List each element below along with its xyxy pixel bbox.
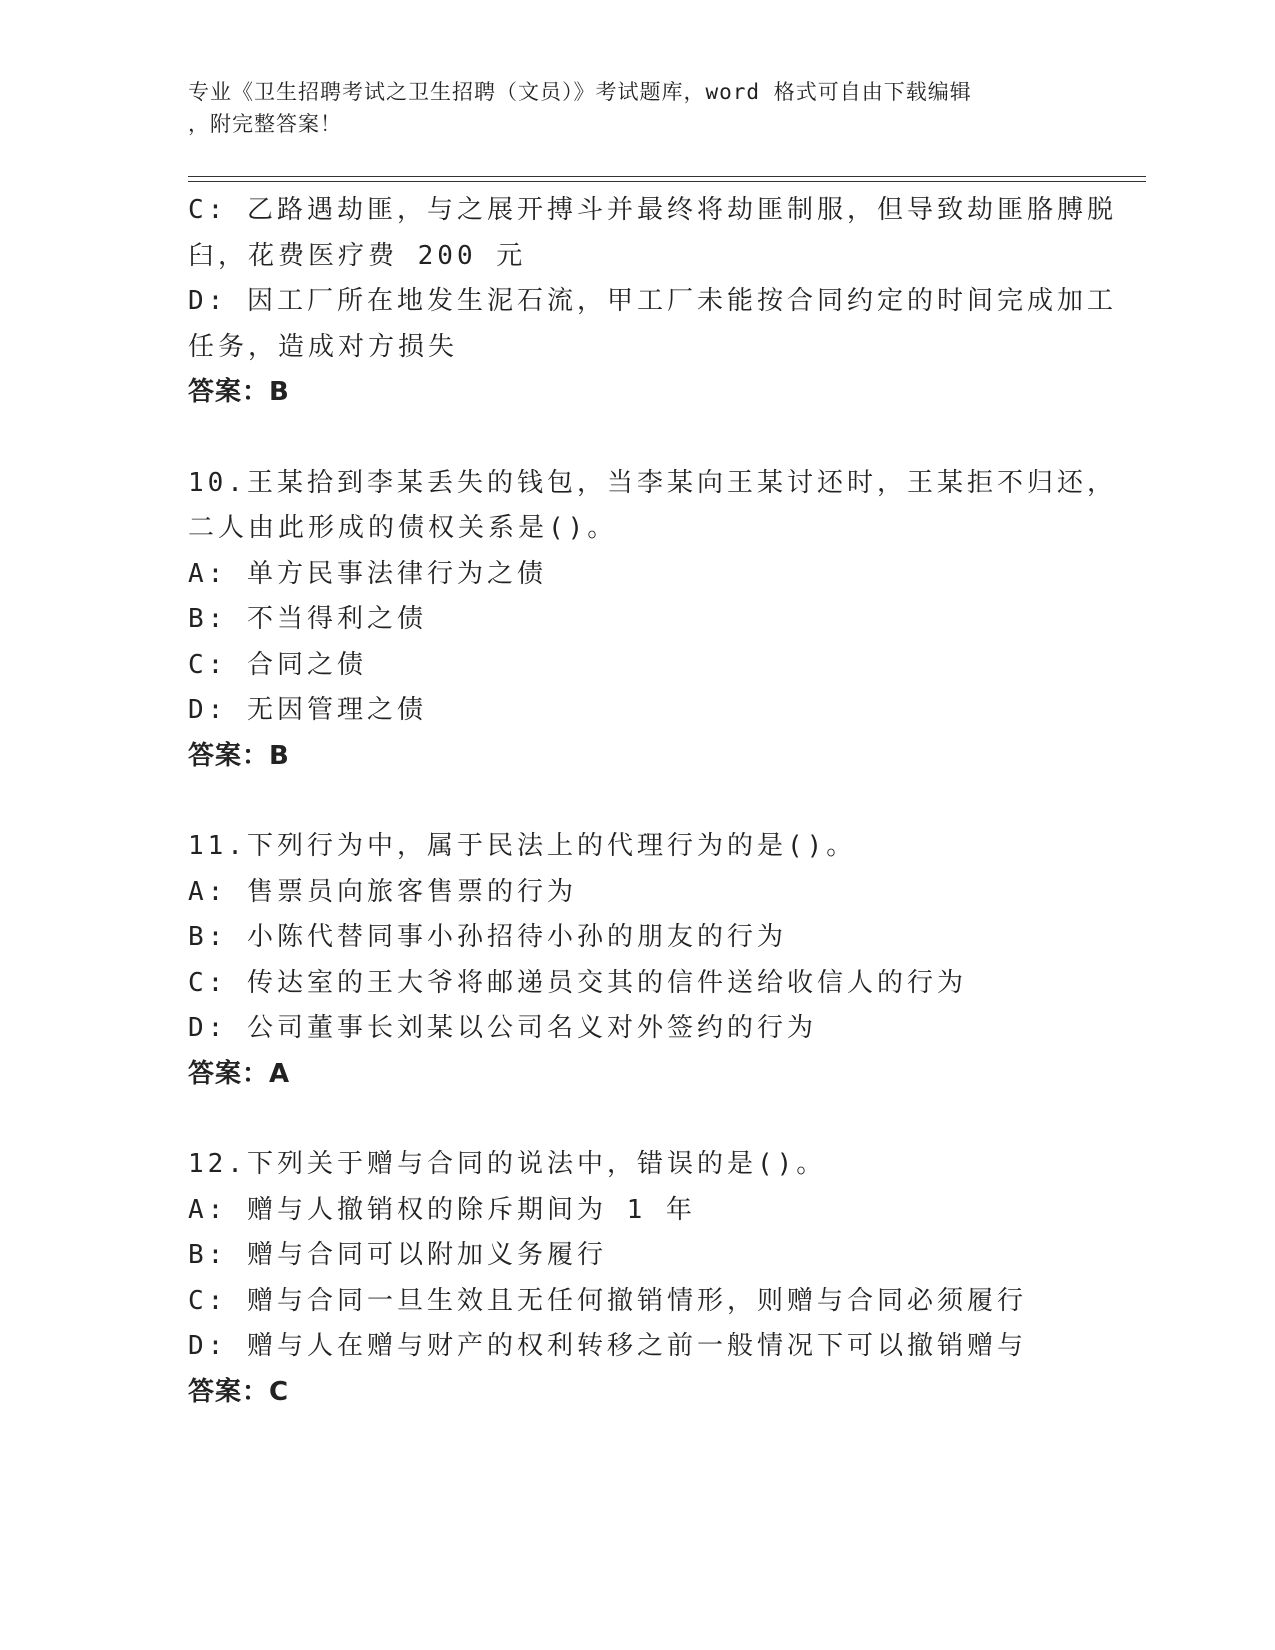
header-title-line-2: ，附完整答案！ — [188, 112, 342, 136]
option-line: 任务，造成对方损失 — [188, 331, 459, 362]
option-d: D: 公司董事长刘某以公司名义对外签约的行为 — [188, 1013, 817, 1043]
page-header — [188, 76, 1068, 140]
question-stem: 11.下列行为中，属于民法上的代理行为的是()。 — [188, 831, 857, 861]
question-stem: 12.下列关于赠与合同的说法中，错误的是()。 — [188, 1149, 827, 1179]
option-d: D: 无因管理之债 — [188, 695, 427, 725]
option-a: A: 赠与人撤销权的除斥期间为 1 年 — [188, 1194, 696, 1225]
answer-line: 答案：B — [188, 740, 290, 771]
option-a: A: 单方民事法律行为之债 — [188, 558, 547, 589]
option-c: C: 赠与合同一旦生效且无任何撤销情形，则赠与合同必须履行 — [188, 1285, 1027, 1316]
option-a: A: 售票员向旅客售票的行为 — [188, 876, 577, 907]
question-10 — [188, 461, 1117, 780]
carryover-question — [188, 188, 1117, 416]
header-divider-bottom — [188, 181, 1146, 182]
option-line: C: 乙路遇劫匪，与之展开搏斗并最终将劫匪制服，但导致劫匪胳膊脱 — [188, 195, 1117, 225]
question-11 — [188, 824, 1088, 1097]
question-stem: 二人由此形成的债权关系是()。 — [188, 513, 618, 543]
answer-line: 答案：A — [188, 1058, 291, 1089]
option-b: B: 不当得利之债 — [188, 604, 427, 634]
option-line: D: 因工厂所在地发生泥石流，甲工厂未能按合同约定的时间完成加工 — [188, 286, 1117, 316]
header-title-line-1: 专业《卫生招聘考试之卫生招聘（文员）》考试题库，word 格式可自由下载编辑 — [188, 80, 972, 104]
option-b: B: 赠与合同可以附加义务履行 — [188, 1240, 607, 1270]
option-c: C: 合同之债 — [188, 649, 367, 680]
option-c: C: 传达室的王大爷将邮递员交其的信件送给收信人的行为 — [188, 967, 967, 998]
answer-line: 答案：B — [188, 377, 290, 407]
option-b: B: 小陈代替同事小孙招待小孙的朋友的行为 — [188, 922, 787, 952]
header-divider-top — [188, 176, 1146, 177]
question-12 — [188, 1142, 1088, 1415]
question-content — [188, 188, 1117, 1415]
answer-line: 答案：C — [188, 1376, 290, 1407]
option-line: 臼，花费医疗费 200 元 — [188, 240, 527, 271]
question-stem: 10.王某拾到李某丢失的钱包，当李某向王某讨还时，王某拒不归还， — [188, 467, 1117, 498]
option-d: D: 赠与人在赠与财产的权利转移之前一般情况下可以撤销赠与 — [188, 1331, 1027, 1361]
